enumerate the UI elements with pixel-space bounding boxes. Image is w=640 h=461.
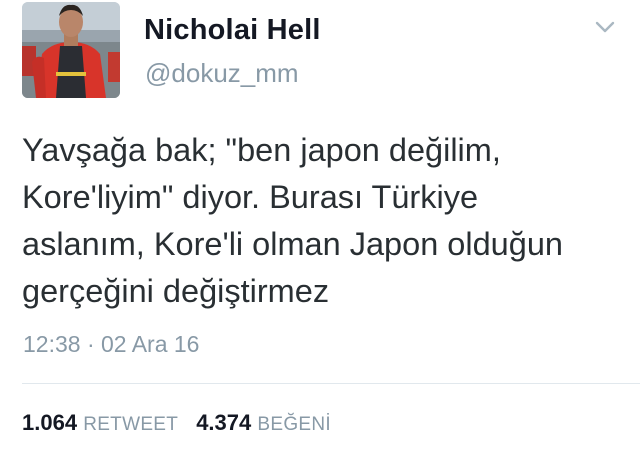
- divider: [22, 383, 640, 384]
- avatar[interactable]: [22, 2, 120, 98]
- tweet-timestamp[interactable]: 12:38 · 02 Ara 16: [23, 331, 200, 357]
- like-count: 4.374: [196, 410, 252, 435]
- user-handle[interactable]: @dokuz_mm: [145, 58, 299, 88]
- tweet-stats: [22, 410, 331, 436]
- retweet-stat[interactable]: [22, 410, 178, 435]
- display-name[interactable]: Nicholai Hell: [144, 14, 321, 46]
- tweet-text: Yavşağa bak; "ben japon değilim, Kore'liyim" diyor. Burası Türkiye aslanım, Kore'li olman Japon olduğun gerçeğini değiştirmez: [22, 132, 563, 309]
- chevron-down-icon[interactable]: [593, 18, 617, 36]
- like-label: BEĞENİ: [257, 414, 331, 435]
- like-stat[interactable]: [196, 410, 331, 435]
- retweet-label: RETWEET: [83, 414, 179, 435]
- retweet-count: 1.064: [22, 410, 78, 435]
- avatar-image: [22, 2, 120, 98]
